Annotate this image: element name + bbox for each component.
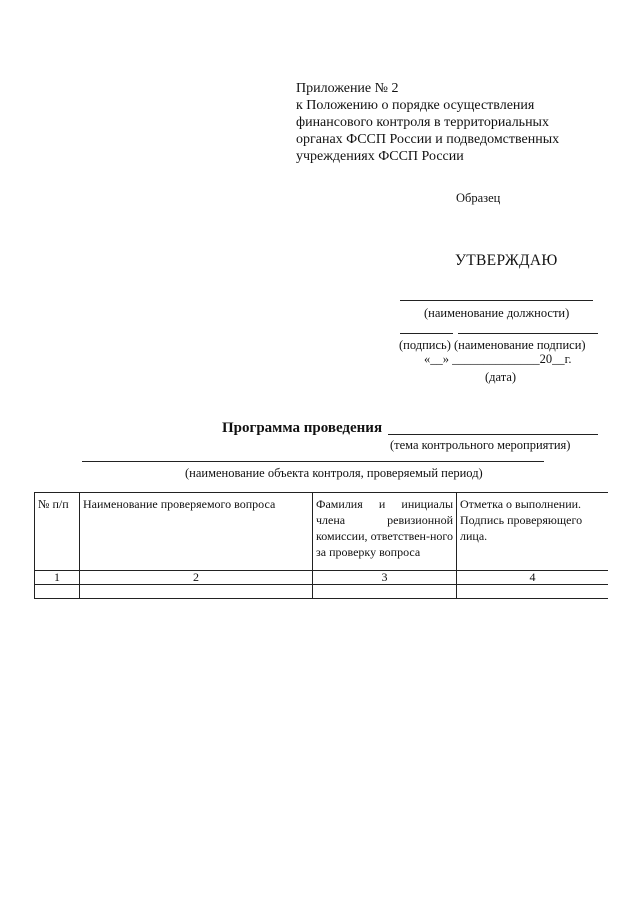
program-title: Программа проведения [222, 420, 383, 436]
appendix-line: органах ФССП России и подведомственных [296, 132, 560, 147]
position-caption: (наименование должности) [424, 306, 570, 320]
program-topic-line [388, 434, 598, 435]
signature-name-line [458, 333, 598, 334]
empty-cell [80, 585, 313, 599]
appendix-line: финансового контроля в территориальных [296, 115, 549, 130]
appendix-line: к Положению о порядке осуществления [296, 98, 535, 113]
signature-line [400, 333, 453, 334]
column-number: 2 [80, 571, 313, 585]
object-caption: (наименование объекта контроля, проверяемый период) [185, 466, 483, 480]
appendix-header [296, 80, 626, 165]
sample-label: Образец [456, 191, 501, 205]
position-line [400, 300, 593, 301]
header-mark: Отметка о выполнении. Подпись проверяющего лица. [457, 493, 609, 571]
table-number-row [35, 571, 609, 585]
table-empty-row [35, 585, 609, 599]
program-table [34, 492, 608, 599]
header-question: Наименование проверяемого вопроса [80, 493, 313, 571]
approve-title: УТВЕРЖДАЮ [455, 252, 558, 269]
date-line: «__» ______________20__г. [424, 352, 572, 366]
object-line [82, 461, 544, 462]
table-header-row [35, 493, 609, 571]
empty-cell [313, 585, 457, 599]
header-number: № п/п [35, 493, 80, 571]
appendix-line: Приложение № 2 [296, 81, 399, 96]
column-number: 4 [457, 571, 609, 585]
header-responsible: Фамилия и инициалы члена ревизионной комиссии, ответствен-ного за проверку вопроса [313, 493, 457, 571]
signature-caption: (подпись) (наименование подписи) [399, 338, 586, 352]
empty-cell [457, 585, 609, 599]
empty-cell [35, 585, 80, 599]
program-topic-caption: (тема контрольного мероприятия) [390, 438, 571, 452]
column-number: 3 [313, 571, 457, 585]
column-number: 1 [35, 571, 80, 585]
appendix-line: учреждениях ФССП России [296, 149, 464, 164]
date-caption: (дата) [485, 370, 517, 384]
